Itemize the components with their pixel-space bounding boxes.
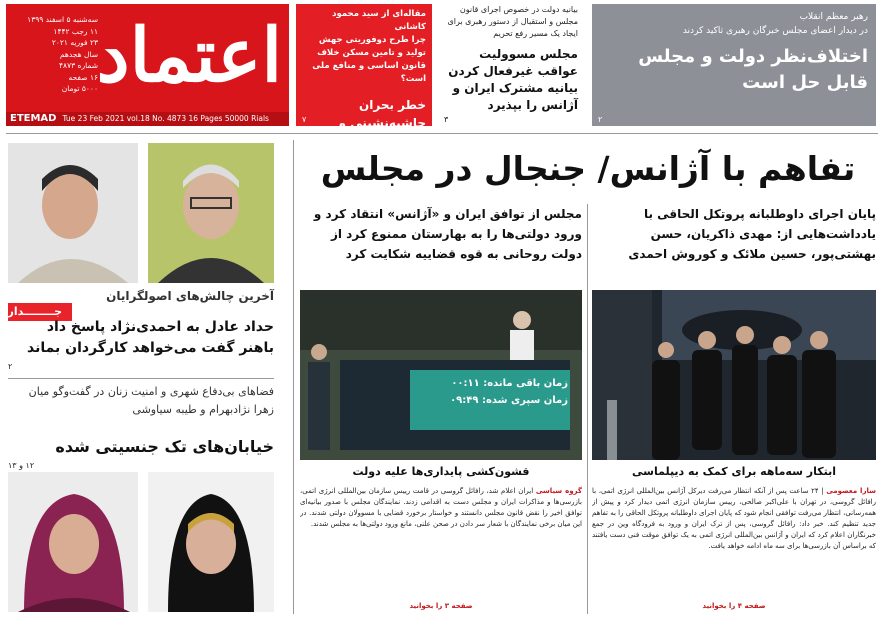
column-divider bbox=[587, 204, 588, 614]
teaser-headline: خطر بحران حاشیه‌نشینی و کانون‌های بزهکاری bbox=[314, 98, 426, 148]
date-line: سه‌شنبه ۵ اسفند ۱۳۹۹ bbox=[27, 15, 98, 24]
date-line: ۱۶ صفحه bbox=[68, 72, 98, 82]
issue-info: Tue 23 Feb 2021 vol.18 No. 4873 16 Pages 50000 Rials bbox=[62, 114, 269, 123]
left-photo-caption[interactable]: قشون‌کشی پایداری‌ها علیه دولت bbox=[352, 465, 530, 478]
interview-headline[interactable]: خیابان‌های تک جنسیتی شده bbox=[55, 437, 274, 456]
divider bbox=[6, 133, 878, 134]
main-headline[interactable]: تفاهم با آژانس/ جنجال در مجلس bbox=[320, 149, 856, 188]
date-line: ۲۳ فوریه ۲۰۲۱ bbox=[51, 38, 98, 47]
teaser-kicker: مقاله‌ای از سید محمود کاشانی bbox=[332, 9, 426, 32]
left-kicker: آخرین چالش‌های اصولگرایان bbox=[106, 289, 274, 303]
page-number: ۲ bbox=[598, 115, 603, 124]
page-number: ۳ bbox=[444, 115, 449, 124]
section-badge: جــــــــدار bbox=[8, 303, 72, 321]
byline: گروه سیاسی bbox=[535, 487, 582, 495]
page-number: ۷ bbox=[302, 115, 307, 124]
continue-link[interactable]: صفحه ۴ را بخوانید bbox=[702, 602, 766, 610]
teaser-intro: در دیدار اعضای مجلس خبرگان رهبری تاکید کردند bbox=[682, 26, 868, 36]
teaser-headline: اختلاف‌نظر دولت و مجلس قابل حل است bbox=[638, 46, 868, 93]
left-article-body bbox=[300, 486, 582, 598]
portrait-photo bbox=[148, 472, 274, 612]
teaser-headline: مجلس مسوولیت عواقب غیرفعال کردن بیانیه مشترک ایران و آژانس را بپذیرد bbox=[448, 47, 578, 112]
byline: سارا معصومی bbox=[826, 487, 876, 495]
left-headline[interactable]: حداد عادل به احمدی‌نژاد پاسخ داد باهنر گفت می‌خواهد کارگردان بماند bbox=[27, 319, 274, 356]
timer-elapsed: زمان سپری شده: ۰۹:۴۹ bbox=[450, 395, 568, 406]
timer-remaining: زمان باقی مانده: ۰۰:۱۱ bbox=[451, 378, 568, 389]
teaser-intro: چرا طرح دوفوریتی جهش تولید و تامین مسکن خلاف قانون اساسی و منافع ملی است؟ bbox=[312, 35, 426, 84]
masthead-strip bbox=[6, 112, 289, 126]
right-article-body bbox=[592, 486, 876, 598]
teaser-kicker: رهبر معظم انقلاب bbox=[799, 12, 868, 22]
session-timer-screen bbox=[420, 375, 568, 415]
left-subheadline[interactable]: مجلس از توافق ایران و «آژانس» انتقاد کرد و ورود دولتی‌ها را به بهارستان ممنوع کرد از دولت روحانی به قوه قضاییه شکایت کرد bbox=[313, 207, 582, 261]
issue-date-block bbox=[14, 14, 98, 95]
article-text: ایران اعلام شد، رافائل گروسی در قامت رییس سازمان بین‌المللی انرژی اتمی، بازرسی‌ها و مذاکرات ایران و مجلس دست به اقدامی زدند. نمایندگان مجلس با صدور بیانیه‌ای توافق اخیر را نقض قانون مجلس دانستند و خواستار برخورد قضایی با مسوولان دولتی شدند. در این میان برخی نمایندگان با شعار سر دادن در صحن علنی، مانع ورود دولتی‌ها به مجلس شدند. bbox=[300, 487, 582, 528]
teaser-intro: بیانیه دولت در خصوص اجرای قانون مجلس و استقبال از دستور رهبری برای ایجاد یک مسیر رفع تحریم bbox=[447, 5, 578, 38]
logo-latin: ETEMAD bbox=[10, 113, 57, 124]
portrait-photo bbox=[148, 143, 274, 283]
continue-link[interactable]: صفحه ۳ را بخوانید bbox=[409, 602, 473, 610]
masthead-logo-box bbox=[6, 4, 289, 126]
column-divider bbox=[293, 140, 294, 614]
date-line: شماره ۴۸۷۳ bbox=[59, 61, 98, 70]
teaser-middle[interactable] bbox=[438, 4, 582, 126]
portrait-photo bbox=[8, 143, 138, 283]
portrait-photo bbox=[8, 472, 138, 612]
date-line: ۵۰۰۰ تومان bbox=[61, 84, 98, 93]
divider bbox=[8, 378, 274, 379]
right-subheadline[interactable]: پایان اجرای داوطلبانه پروتکل الحاقی با یادداشت‌هایی از: مهدی ذاکریان، حسن بهشتی‌پور، حسین ملائک و کوروش احمدی bbox=[628, 207, 876, 261]
teaser-gray-box[interactable] bbox=[592, 4, 876, 126]
teaser-red-box[interactable] bbox=[296, 4, 432, 148]
officials-walking-photo bbox=[592, 290, 876, 460]
newspaper-logo: اعتماد bbox=[96, 13, 282, 99]
right-photo-caption[interactable]: ابتکار سه‌ماهه برای کمک به دیپلماسی bbox=[632, 465, 836, 478]
date-line: سال هجدهم bbox=[59, 49, 98, 59]
interview-intro: فضاهای بی‌دفاع شهری و امنیت زنان در گفت‌وگو میان زهرا نژادبهرام و طیبه سیاوشی bbox=[28, 385, 274, 416]
article-text: | ۲۴ ساعت پس از آنکه انتظار می‌رفت دیرکل آژانس بین‌المللی انرژی اتمی، با رافائل گروسی، در تهران با علی‌اکبر صالحی، رییس سازمان انرژی اتمی دیدار کرد و پیش از همه‌رسانی، انتظار می‌رفت توافقی انجام شود که پایان اجرای داوطلبانه پروتکل الحاقی را به تفاهم جدید تنظیم کند. خبر داد: رافائل گروسی، پس از ترک ایران و ورود به فرودگاه وین در جمع خبرنگاران اعلام کرد که ایران و آژانس بین‌المللی انرژی اتمی به یک توافق موقت فنی دست یافتند که براساس آن بازرسی‌ها برای سه ماه ادامه خواهد یافت. bbox=[592, 487, 876, 550]
page-number: ۱۲ و ۱۳ bbox=[8, 461, 35, 470]
page-number: ۲ bbox=[8, 362, 13, 371]
date-line: ۱۱ رجب ۱۴۴۲ bbox=[53, 26, 98, 36]
